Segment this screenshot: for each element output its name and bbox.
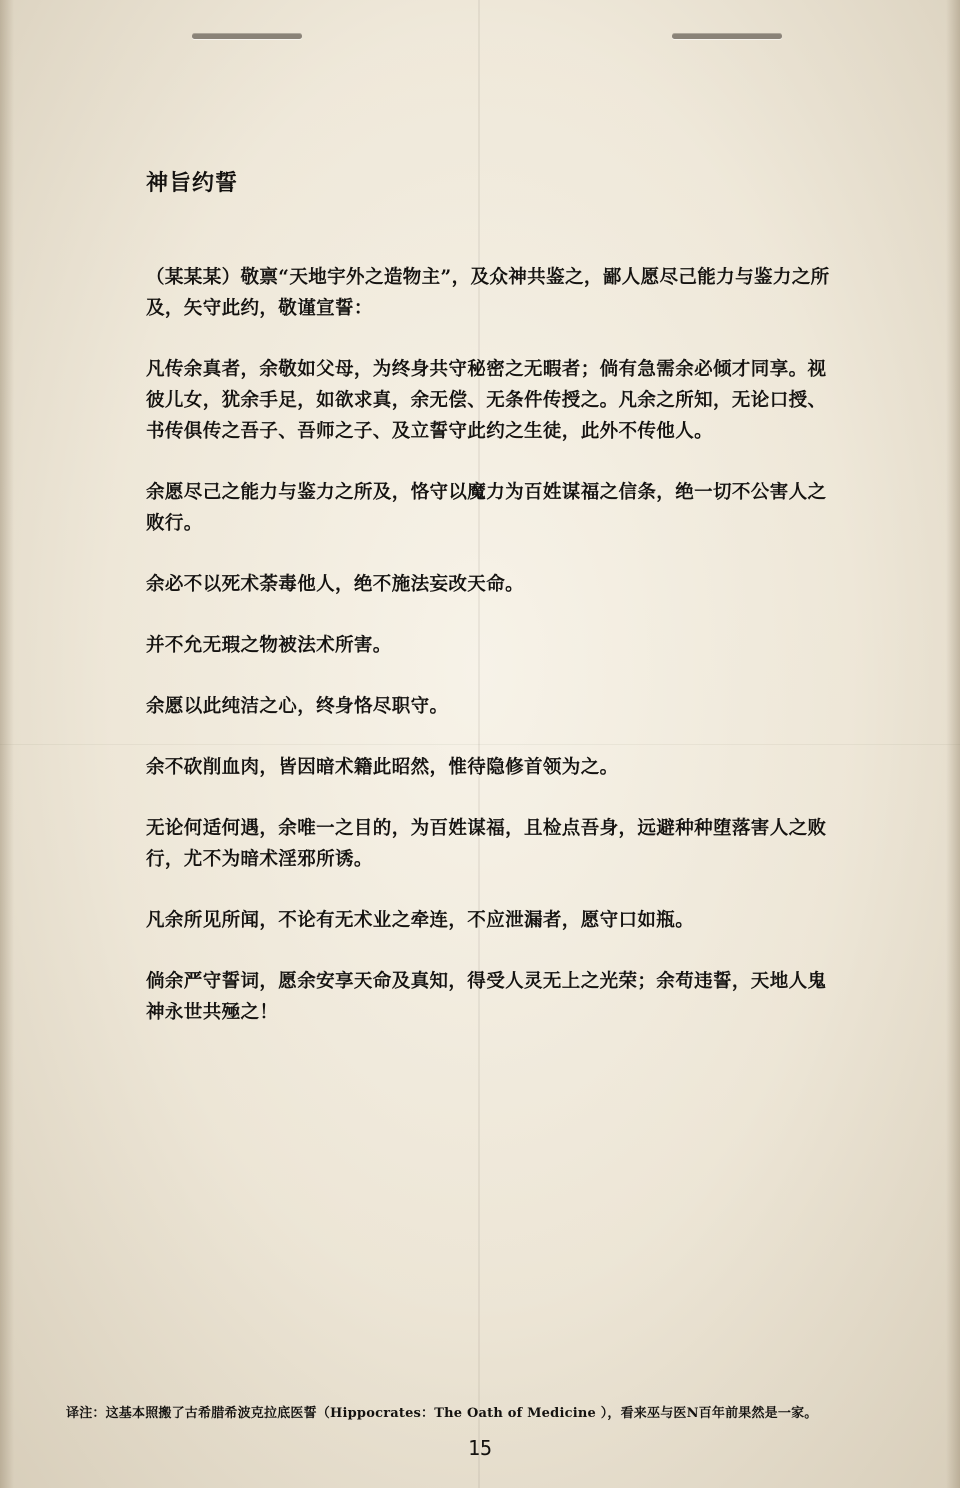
oath-paragraph-2: 凡传余真者，余敬如父母，为终身共守秘密之无暇者；倘有急需余必倾才同享。视彼儿女，犹余手足，如欲求真，余无偿、无条件传授之。凡余之所知，无论口授、书传俱传之吾子、吾师之子、及立誓守此约之生徒，此外不传他人。 — [146, 359, 827, 442]
oath-paragraph-5: 并不允无瑕之物被法术所害。 — [146, 635, 392, 656]
oath-paragraph-4: 余必不以死术荼毒他人，绝不施法妄改天命。 — [146, 574, 525, 595]
oath-paragraph-10: 倘余严守誓词，愿余安享天命及真知，得受人灵无上之光荣；余苟违誓，天地人鬼神永世共殛之！ — [146, 971, 827, 1023]
binder-clip-right — [672, 34, 782, 39]
binder-clip-left — [192, 34, 302, 39]
oath-paragraph-6: 余愿以此纯洁之心，终身恪尽职守。 — [146, 696, 449, 717]
oath-body — [146, 262, 836, 1058]
translator-footnote: 译注：这基本照搬了古希腊希波克拉底医誓（Hippocrates：The Oath of Medicine ），看来巫与医N百年前果然是一家。 — [66, 1406, 818, 1421]
oath-paragraph-7: 余不砍削血肉，皆因暗术籍此昭然，惟待隐修首领为之。 — [146, 757, 619, 778]
page-title: 神旨约誓 — [146, 170, 239, 196]
oath-paragraph-9: 凡余所见所闻，不论有无术业之牵连，不应泄漏者，愿守口如瓶。 — [146, 910, 695, 931]
oath-paragraph-3: 余愿尽己之能力与鉴力之所及，恪守以魔力为百姓谋福之信条，绝一切不公害人之败行。 — [146, 482, 827, 534]
oath-paragraph-1: （某某某）敬禀“天地宇外之造物主”，及众神共鉴之，鄙人愿尽己能力与鉴力之所及，矢守此约，敬谨宣誓： — [146, 267, 830, 319]
page-number: 15 — [467, 1436, 493, 1460]
oath-paragraph-8: 无论何适何遇，余唯一之目的，为百姓谋福，且检点吾身，远避种种堕落害人之败行，尤不为暗术淫邪所诱。 — [146, 818, 827, 870]
